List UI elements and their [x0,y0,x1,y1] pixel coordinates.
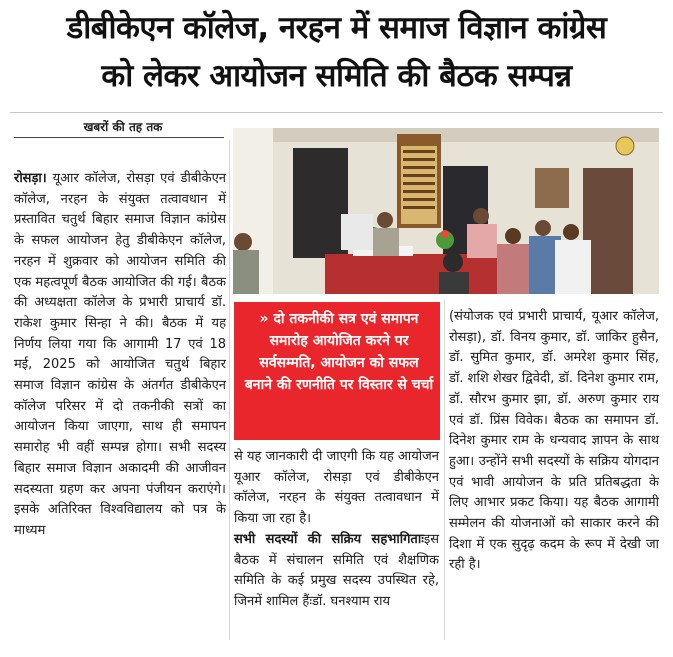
headline [10,4,663,100]
pull-quote-text: दो तकनीकी सत्र एवं समापन समारोह आयोजित करने पर सर्वसम्मति, आयोजन को सफल बनाने की रणनीति पर विस्तार से चर्चा [244,311,434,393]
article-column-2 [234,447,439,613]
quote-marker-icon: » [259,311,269,327]
byline: खबरों की तह तक [83,120,163,134]
column-divider-2 [444,300,445,640]
column-1-text: यूआर कॉलेज, रोसड़ा एवं डीबीकेएन कॉलेज, नरहन के संयुक्त तत्वावधान में प्रस्तावित चतुर्थ बिहार समाज विज्ञान कांग्रेस के सफल आयोजन हेतु डीबीकेएन कॉलेज, नरहन में शुक्रवार को आयोजन समिति की एक महत्वपूर्ण बैठक आयोजित की गई। बैठक की अध्यक्षता कॉलेज के प्रभारी प्राचार्य डॉ. राकेश कुमार सिन्हा ने की। बैठक में यह निर्णय लिया गया कि आगामी 17 एवं 18 मई, 2025 को आयोजित चतुर्थ बिहार समाज विज्ञान कांग्रेस के अंतर्गत डीबीकेएन कॉलेज परिसर में दो तकनीकी सत्रों का आयोजन किया जाएगा, साथ ही समापन समारोह भी वहीं सम्पन्न होगा। सभी सदस्य बिहार समाज विज्ञान अकादमी की आजीवन सदस्यता ग्रहण कर अपना पंजीयन कराएंगे। इसके अतिरिक्त विश्वविद्यालय को पत्र के माध्यम [14,171,226,538]
column-2-text-1: से यह जानकारी दी जाएगी कि यह आयोजन यूआर कॉलेज, रोसड़ा एवं डीबीकेएन कॉलेज, नरहन के संयुक्त तत्वावधान में किया जा रहा है। [234,449,439,527]
article-column-3 [449,307,659,576]
headline-divider [10,112,663,113]
headline-line-1: डीबीकेएन कॉलेज, नरहन में समाज विज्ञान कांग्रेस [66,10,607,46]
pull-quote [234,302,440,440]
meeting-photo [233,128,659,294]
column-2-text-2: इस बैठक में संचालन समिति एवं शैक्षणिक समिति के कई प्रमुख सदस्य उपस्थित रहे, जिनमें शामिल हैंःडॉ. घनश्याम राय [234,531,439,609]
meeting-photo-icon [233,128,659,294]
column-3-text: (संयोजक एवं प्रभारी प्राचार्य, यूआर कॉलेज, रोसड़ा), डॉ. विनय कुमार, डॉ. जाकिर हुसैन, डॉ. सुमित कुमार, डॉ. अमरेश कुमार सिंह, डॉ. शशि शेखर द्विवेदी, डॉ. दिनेश कुमार राम, डॉ. सौरभ कुमार झा, डॉ. अरुण कुमार राय एवं डॉ. प्रिंस विवेक। बैठक का समापन डॉ. दिनेश कुमार राम के धन्यवाद ज्ञापन के साथ हुआ। उन्होंने सभी सदस्यों के सक्रिय योगदान एवं भावी आयोजन के प्रति प्रतिबद्धता के लिए आभार प्रकट किया। यह बैठक आगामी सम्मेलन की योजनाओं को साकार करने की दिशा में एक सुदृढ़ कदम के रूप में देखी जा रही है। [449,309,659,573]
headline-line-2: को लेकर आयोजन समिति की बैठक सम्पन्न [101,58,572,94]
article-column-1 [14,169,226,542]
column-divider-1 [229,140,230,640]
subhead: सभी सदस्यों की सक्रिय सहभागिताः [234,531,424,547]
dateline: रोसड़ा। [14,171,47,186]
byline-underline [14,137,224,138]
